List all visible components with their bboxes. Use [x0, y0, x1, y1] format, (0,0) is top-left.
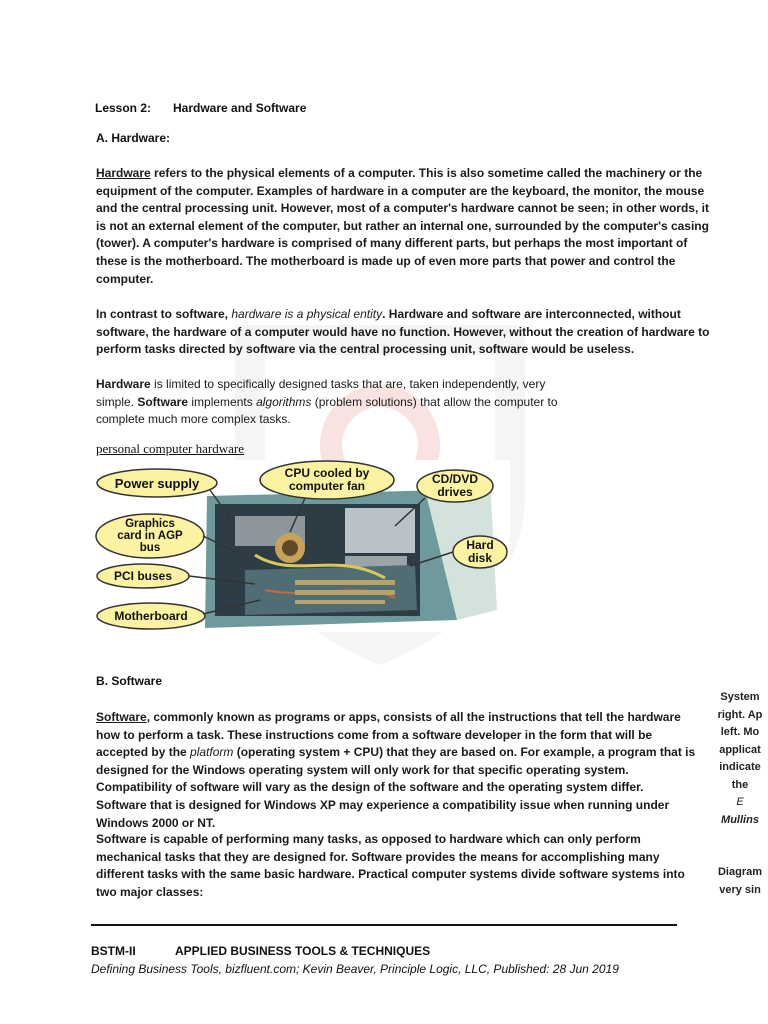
svg-text:computer fan: computer fan — [288, 479, 366, 493]
svg-text:card in AGP: card in AGP — [117, 530, 183, 542]
footer-citation: Defining Business Tools, bizfluent.com; Kevin Beaver, Principle Logic, LLC, Published: 28 Jun 2019 — [91, 962, 619, 976]
software-paragraph-2: Software is capable of performing many tasks, as opposed to hardware which can only perform mechanical tasks that they are designed for. Software provides the means for accomplishing many different tasks with the same basic hardware. Practical computer systems divide software systems into two major classes: — [96, 832, 685, 899]
side-note-diagram: Diagram very sin — [717, 866, 763, 896]
hardware-paragraph-3: Hardware is limited to specifically designed tasks that are, taken independently, very simple. Software implements algorithms (problem solutions) that allow the computer to complete much more complex tasks. — [96, 377, 558, 427]
hardware-heading: A. Hardware: — [96, 131, 171, 145]
lesson-title: Hardware and Software — [173, 101, 307, 115]
svg-text:disk: disk — [467, 551, 493, 565]
svg-text:CPU cooled by: CPU cooled by — [284, 466, 370, 480]
software-term: Software — [96, 710, 147, 724]
software-heading: B. Software — [96, 674, 163, 688]
svg-text:Hard: Hard — [466, 538, 494, 552]
svg-text:PCI buses: PCI buses — [113, 569, 173, 583]
svg-text:bus: bus — [139, 542, 161, 554]
hardware-term: Hardware — [96, 166, 151, 180]
software-paragraph-1: Software, commonly known as programs or apps, consists of all the instructions that tell the hardware how to perform a task. These instructions come from a software developer in the form that will be accepted by the platform (operating system + CPU) that they are based on. For example, a program that is designed for the Windows operating system will only work for that specific operating system. Compatibility of software will vary as the design of the software and the operating system differ. Software that is designed for Windows XP may experience a compatibility issue when running under Windows 2000 or NT. — [96, 710, 696, 830]
hardware-paragraph-2: In contrast to software, hardware is a physical entity. Hardware and software are interconnected, without software, the hardware of a computer would have no function. However, without the creation of hardware to perform tasks directed by software via the central processing unit, software would be useless. — [96, 307, 710, 357]
course-code: BSTM-II — [91, 944, 136, 958]
lesson-number: Lesson 2: — [95, 101, 152, 115]
svg-text:Power supply: Power supply — [114, 476, 200, 491]
physical-entity-emphasis: hardware is a physical entity — [231, 307, 383, 321]
svg-text:CD/DVD: CD/DVD — [431, 472, 479, 486]
course-title: APPLIED BUSINESS TOOLS & TECHNIQUES — [175, 944, 431, 958]
hardware-paragraph-1: Hardware refers to the physical elements of a computer. This is also sometime called the machinery or the equipment of the computer. Examples of hardware in a computer are the keyboard, the monitor, the mouse and the central processing unit. However, most of a computer's hardware cannot be seen; in other words, it is not an external element of the computer, but rather an internal one, surrounded by the computer's casing (tower). A computer's hardware is comprised of many different parts, but perhaps the most important of these is the motherboard. The motherboard is made up of even more parts that power and control the computer. — [96, 166, 709, 286]
platform-emphasis: platform — [190, 745, 234, 760]
svg-text:Motherboard: Motherboard — [114, 609, 188, 623]
motherboard-term: motherboard — [165, 253, 240, 268]
footer-divider — [91, 924, 677, 926]
lesson-heading — [95, 101, 306, 115]
svg-text:drives: drives — [437, 485, 473, 499]
svg-text:Graphics: Graphics — [125, 518, 175, 530]
figure-caption: personal computer hardware — [96, 441, 244, 456]
computer-hardware-figure — [95, 460, 510, 632]
side-note-column: System right. Ap left. Mo applicat indicate the E Mullins — [717, 691, 763, 826]
